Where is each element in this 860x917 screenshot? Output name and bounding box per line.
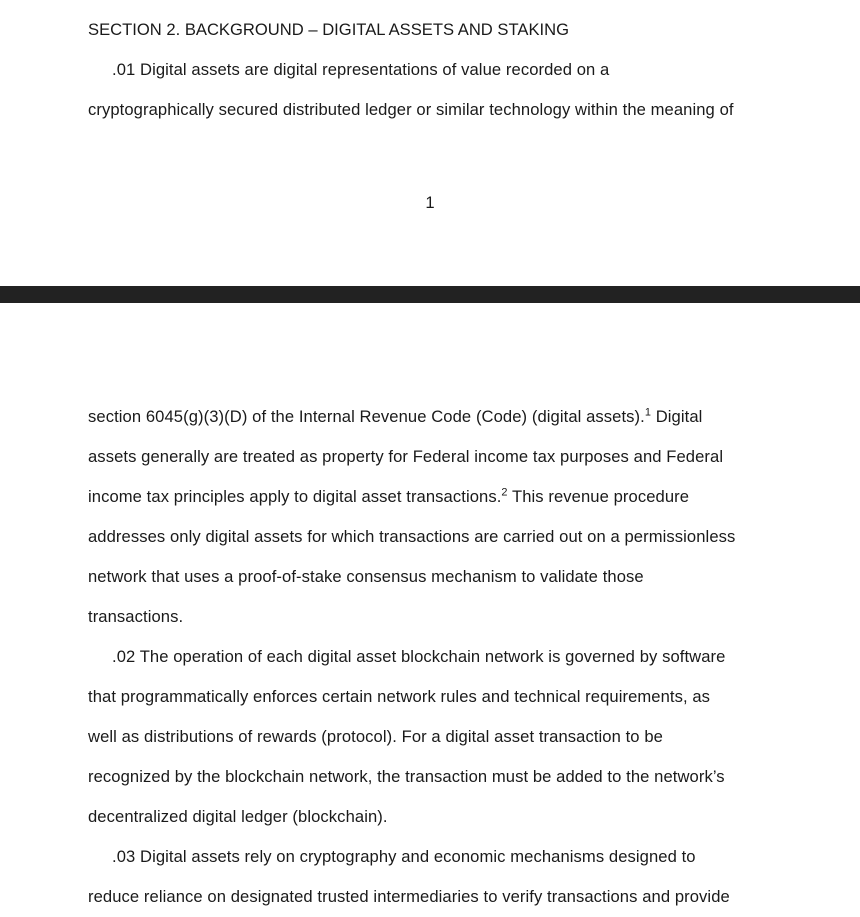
continued-paragraph-line-1 <box>88 397 761 437</box>
continued-line-3-text: income tax principles apply to digital asset transactions. <box>88 487 502 506</box>
page-2-top-spacer <box>0 303 860 397</box>
page-1-bottom-spacer <box>0 223 860 286</box>
page-1-body-spacer <box>0 130 860 183</box>
footnote-marker-1: 1 <box>644 406 652 419</box>
page-1-content <box>0 10 860 130</box>
continued-paragraph-line-4: addresses only digital assets for which transactions are carried out on a permissionless <box>88 527 736 546</box>
continued-paragraph-line-5: network that uses a proof-of-stake consensus mechanism to validate those <box>88 567 644 586</box>
paragraph-02-line-2: that programmatically enforces certain network rules and technical requirements, as <box>88 687 711 706</box>
page-2-content <box>0 397 860 917</box>
paragraph-01-line-1: .01 Digital assets are digital representations of value recorded on a <box>112 60 610 79</box>
continued-line-1-tail: Digital <box>651 407 703 426</box>
section-heading: SECTION 2. BACKGROUND – DIGITAL ASSETS AND STAKING <box>88 20 570 39</box>
page-1-top-spacer <box>0 0 860 10</box>
document-page-1 <box>0 0 860 286</box>
continued-paragraph-line-2: assets generally are treated as property for Federal income tax purposes and Federal <box>88 447 724 466</box>
paragraph-02-line-5: decentralized digital ledger (blockchain). <box>88 807 388 826</box>
continued-line-1-text: section 6045(g)(3)(D) of the Internal Revenue Code (Code) (digital assets). <box>88 407 645 426</box>
page-break-gutter <box>0 286 860 303</box>
paragraph-02-line-1: .02 The operation of each digital asset blockchain network is governed by software <box>112 647 726 666</box>
paragraph-01-line-2: cryptographically secured distributed ledger or similar technology within the meaning of <box>88 100 734 119</box>
page-number-footer: 1 <box>425 193 435 212</box>
continued-paragraph-line-6: transactions. <box>88 607 184 626</box>
paragraph-02-line-3: well as distributions of rewards (protocol). For a digital asset transaction to be <box>88 727 663 746</box>
paragraph-02-line-4: recognized by the blockchain network, the transaction must be added to the network’s <box>88 767 725 786</box>
footnote-marker-2: 2 <box>501 486 508 499</box>
continued-line-3-tail: This revenue procedure <box>507 487 690 506</box>
document-page-2 <box>0 303 860 917</box>
continued-paragraph-line-3 <box>88 477 761 517</box>
paragraph-03-line-2: reduce reliance on designated trusted intermediaries to verify transactions and provide <box>88 887 730 906</box>
paragraph-03-line-1: .03 Digital assets rely on cryptography and economic mechanisms designed to <box>112 847 696 866</box>
